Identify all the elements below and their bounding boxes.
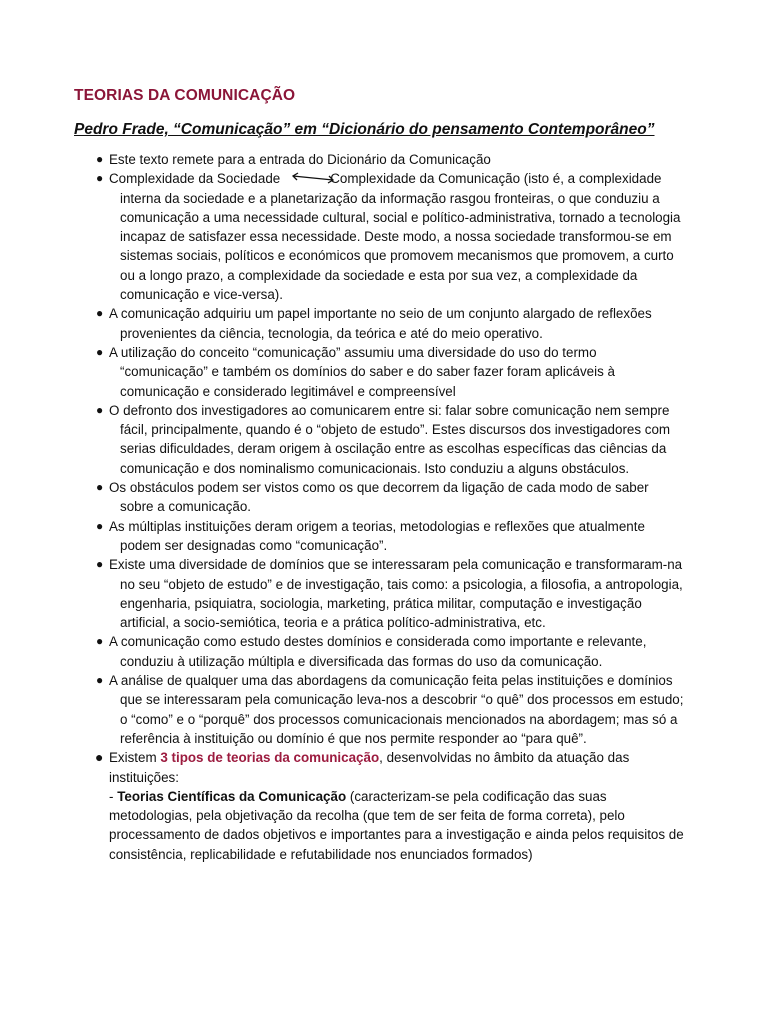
list-item-text: [109, 748, 684, 787]
bullet-icon: ●: [96, 344, 104, 359]
list-item: [0, 517, 768, 556]
bullet-icon: ●: [96, 518, 104, 533]
list-item-text: interna da sociedade e a planetarização da informação rasgou fronteiras, o que conduziu a comunicação a uma necessidade cultural, social e político-administrativa, tornado a tecnologia incapaz de satisfazer essa necessidade. Deste modo, a nossa sociedade transformou-se em sistemas sociais, políticos e económicos que promovem mecanismos que promovem, a curto ou a longo prazo, a complexidade da sociedade e esta por sua vez, a complexidade da comunicação e vice-versa).: [120, 190, 681, 303]
list-item: [0, 150, 768, 169]
list-item-pre: Existem: [109, 750, 161, 766]
highlighted-text: 3 tipos de teorias da comunicação: [160, 750, 380, 766]
list-item-text: A comunicação como estudo destes domínios e considerada como importante e relevante, conduziu à utilização múltipla e diversificada das formas do uso da comunicação.: [109, 634, 647, 669]
document-title: TEORIAS DA COMUNICAÇÃO: [74, 87, 296, 104]
list-item: [0, 304, 768, 343]
list-item: [0, 555, 768, 632]
list-item: [0, 401, 768, 478]
sub-item-text: (caracterizam-se pela codificação das suas metodologias, pela objetivação da recolha (que tem de ser feita de forma correta), pelo processamento de dados objetivos e importantes para a investigação e ainda pelos requisitos de consistência, replicabilidade e refutabilidade nos enunciados formados): [109, 788, 684, 862]
list-item-text: Os obstáculos podem ser vistos como os que decorrem da ligação de cada modo de saber sobre a comunicação.: [109, 480, 649, 515]
list-item: [0, 478, 768, 517]
list-item-text: A utilização do conceito “comunicação” assumiu uma diversidade do uso do termo “comunicação” e também os domínios do saber e do saber fazer foram aplicáveis à comunicação e considerado legitimável e compreensível: [109, 344, 615, 399]
sub-item: [109, 787, 684, 864]
list-item: [0, 169, 768, 304]
list-item: [0, 632, 768, 671]
list-item-text: As múltiplas instituições deram origem a teorias, metodologias e reflexões que atualmente podem ser designadas como “comunicação”.: [109, 518, 645, 553]
bullet-icon: ●: [95, 749, 104, 766]
bullet-icon: ●: [96, 171, 104, 186]
list-item: [0, 748, 768, 864]
bullet-icon: ●: [96, 152, 104, 166]
sub-item-dash: -: [109, 788, 118, 804]
list-item-right: Complexidade da Comunicação (isto é, a complexidade: [330, 171, 662, 187]
list-item: [0, 671, 768, 748]
document-subtitle: Pedro Frade, “Comunicação” em “Dicionário do pensamento Contemporâneo”: [74, 121, 655, 138]
bullet-icon: ●: [96, 634, 104, 649]
bullet-icon: ●: [96, 306, 104, 321]
list-item-text: A análise de qualquer uma das abordagens da comunicação feita pelas instituições e domínios que se interessaram pela comunicação leva-nos a descobrir “o quê” dos processos em estudo; o “como” e o “porquê” dos processos comunicacionais mencionados na abordagem; mas só a referência à instituição ou domínio é que nos permite responder ao “para quê”.: [109, 673, 684, 746]
list-item-text: Existe uma diversidade de domínios que se interessaram pela comunicação e transformaram-na no seu “objeto de estudo” e de investigação, tais como: a psicologia, a filosofia, a antropologia, engenharia, psiquiatra, sociologia, marketing, prática militar, computação e investigação artificial, a socio-semiótica, teoria e a prática político-administrativa, etc.: [109, 557, 683, 631]
list-item-text: O defronto dos investigadores ao comunicarem entre si: falar sobre comunicação nem sempre fácil, principalmente, quando é o “objeto de estudo”. Estes discursos dos investigadores com serias dificuldades, deram origem à oscilação entre as escolhas específicas das ciências da comunicação e dos nominalismo comunicacionais. Isto conduziu a alguns obstáculos.: [109, 402, 671, 476]
list-item-text: A comunicação adquiriu um papel importante no seio de um conjunto alargado de reflexões provenientes da ciência, tecnologia, da teórica e até do meio operativo.: [109, 306, 652, 341]
sub-item-heading: Teorias Científicas da Comunicação: [117, 788, 347, 804]
bullet-list: [0, 150, 768, 864]
bullet-icon: ●: [96, 557, 104, 572]
bullet-icon: ●: [96, 673, 104, 688]
list-item-left: Complexidade da Sociedade: [109, 171, 281, 187]
list-item-post: , desenvolvidas no âmbito da atuação das instituições:: [109, 750, 630, 785]
list-item: [0, 343, 768, 401]
bullet-icon: ●: [96, 480, 104, 495]
list-item-text: Este texto remete para a entrada do Dicionário da Comunicação: [109, 152, 491, 167]
bullet-icon: ●: [96, 402, 104, 417]
